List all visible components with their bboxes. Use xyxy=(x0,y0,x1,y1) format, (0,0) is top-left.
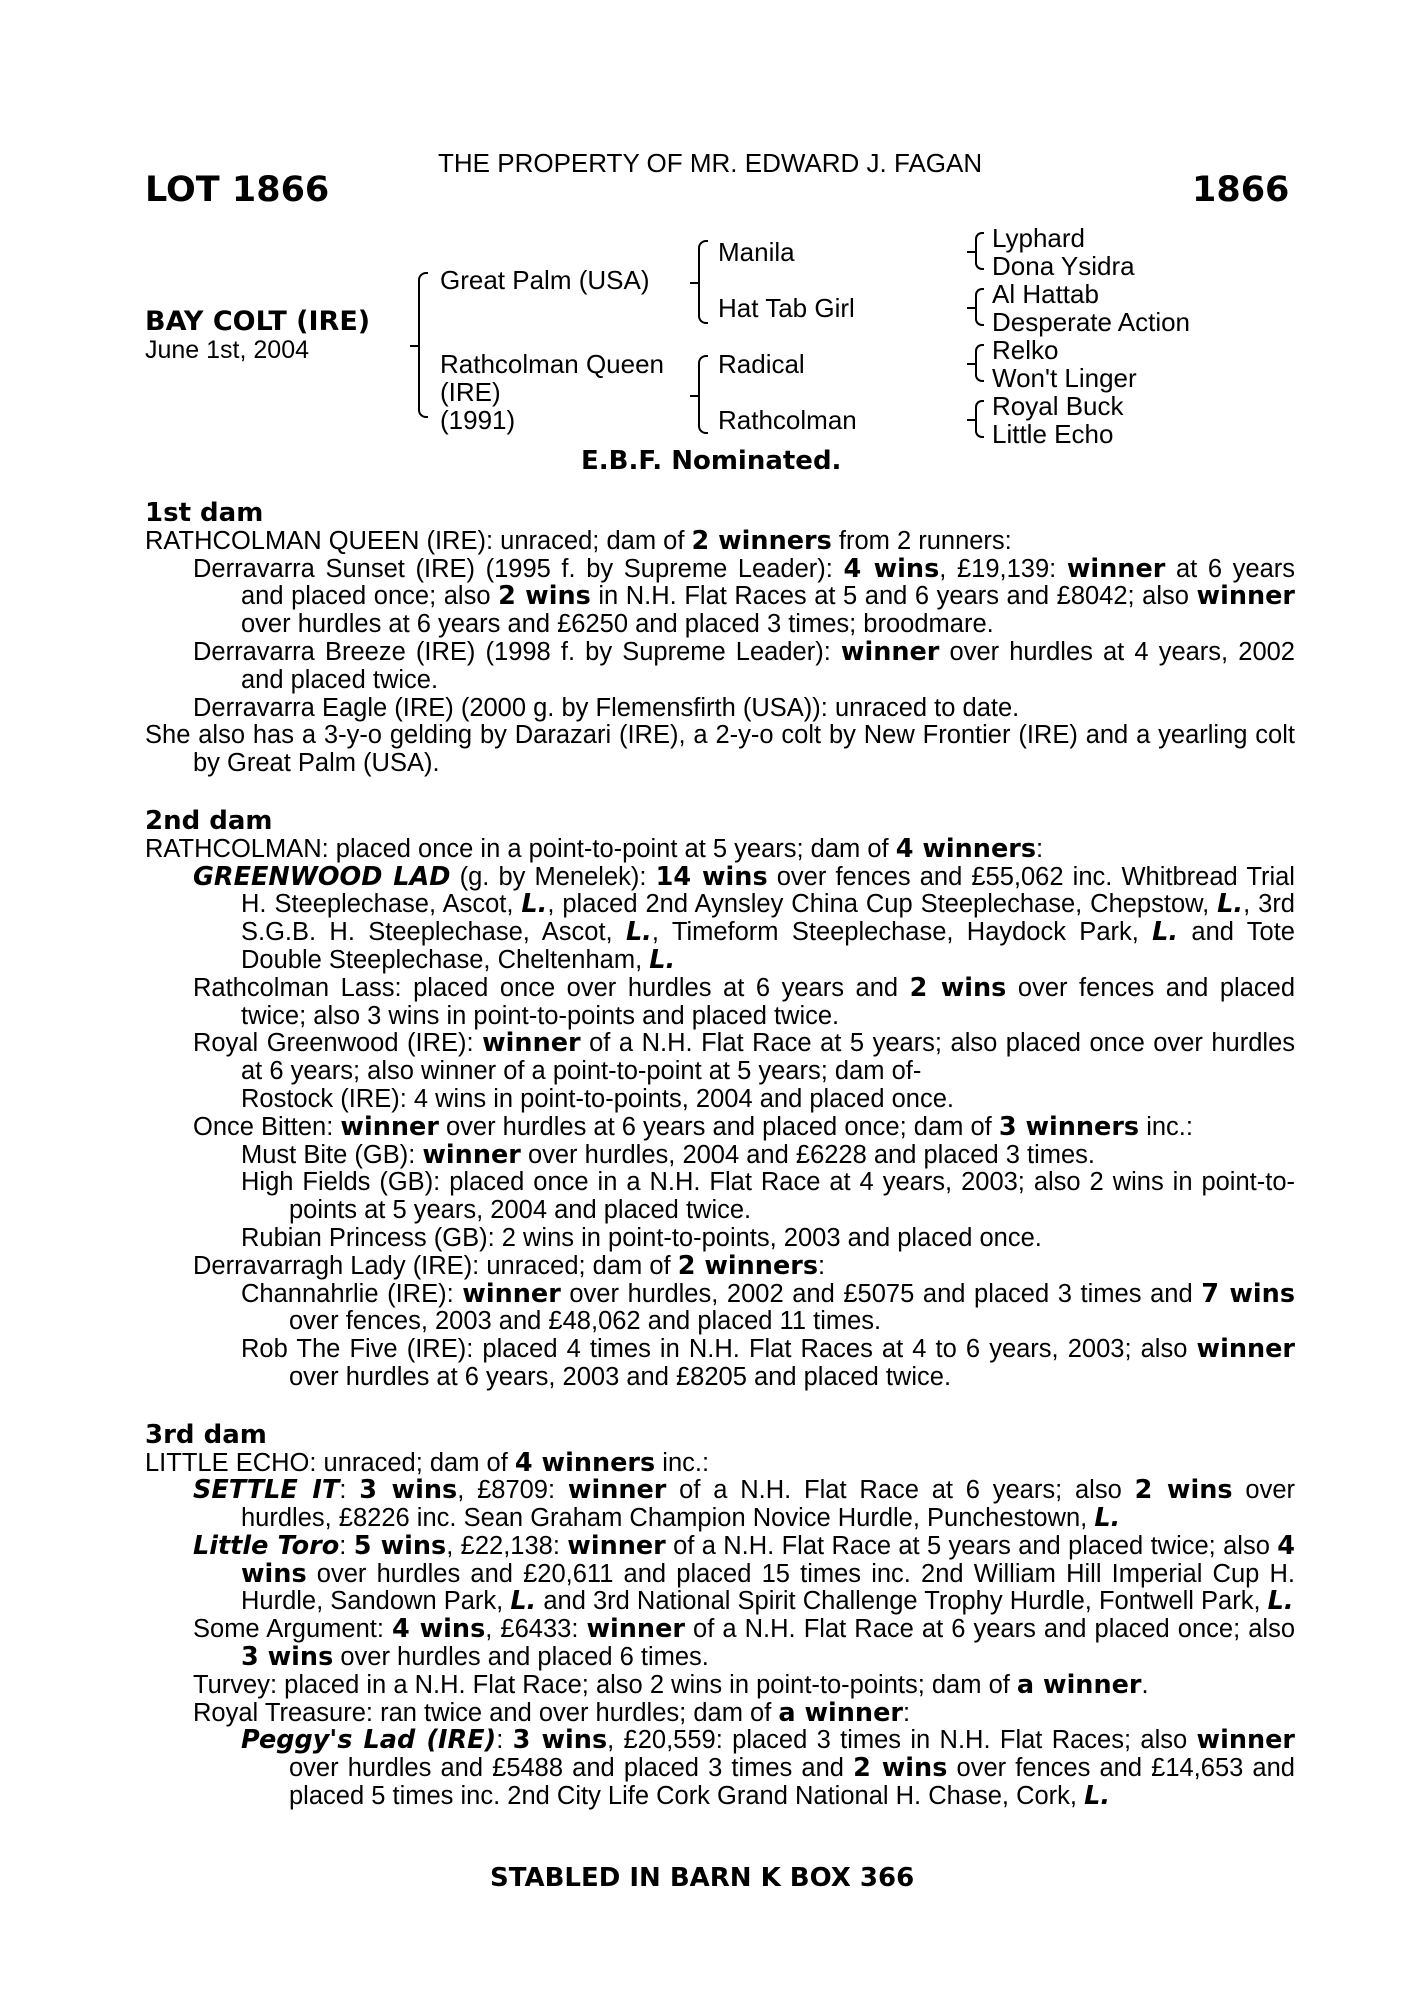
entry-text: over fences and £14,653 and placed 5 times inc. 2nd City Life Cork Grand National H. Chase, Cork, xyxy=(289,1754,1295,1811)
entry-emphasis: 3 winners xyxy=(998,1111,1140,1142)
pedigree-brace-g3-1 xyxy=(975,232,984,270)
entry-text: Derravarra Eagle (IRE) (2000 g. by Flemensfirth (USA)): unraced to date. xyxy=(193,693,1020,722)
entry-emphasis: L. xyxy=(521,889,548,920)
horse-dob: June 1st, 2004 xyxy=(145,336,310,364)
lot-label: LOT 1866 xyxy=(145,170,330,210)
pedigree-entry xyxy=(145,1111,1295,1142)
pedigree-gen3-desperate-action: Desperate Action xyxy=(992,307,1191,337)
second-dam-section xyxy=(145,833,1296,1392)
entry-text: over hurdles at 6 years and £6250 and placed 3 times; broodmare. xyxy=(241,610,994,639)
entry-text: over hurdles at 4 years, 2002 and placed twice. xyxy=(241,637,1295,694)
entry-text: over hurdles, 2002 and £5075 and placed 3 times and xyxy=(560,1279,1202,1308)
entry-emphasis: L. xyxy=(625,917,652,948)
entry-text: : xyxy=(1036,834,1044,863)
entry-emphasis: 4 winners xyxy=(895,833,1036,864)
ebf-nominated: E.B.F. Nominated. xyxy=(581,446,842,476)
entry-emphasis: winner xyxy=(1196,581,1295,612)
entry-text: of a N.H. Flat Race at 5 years and placed twice; also xyxy=(665,1531,1278,1560)
entry-text: over fences, 2003 and £48,062 and placed 11 times. xyxy=(289,1307,882,1336)
entry-text: , £19,139: xyxy=(939,554,1067,583)
entry-emphasis: 14 wins xyxy=(655,861,768,892)
entry-text: over hurdles and £5488 and placed 3 times and xyxy=(289,1754,854,1783)
pedigree-entry xyxy=(145,1477,1295,1533)
entry-text: , £8709: xyxy=(457,1476,568,1505)
entry-text: from 2 runners: xyxy=(831,526,1012,555)
pedigree-entry xyxy=(145,1086,1295,1114)
entry-emphasis: winner xyxy=(567,1530,666,1561)
second-dam-heading: 2nd dam xyxy=(145,805,273,836)
entry-text: Must Bite (GB): xyxy=(241,1140,423,1169)
entry-text: in N.H. Flat Races at 5 and 6 years and £8042; also xyxy=(590,582,1197,611)
entry-emphasis: 2 winners xyxy=(677,1250,818,1281)
entry-text: over fences and £55,062 inc. Whitbread Trial H. Steeplechase, Ascot, xyxy=(241,862,1295,919)
entry-text: : xyxy=(496,1726,513,1755)
entry-text: (g. by Menelek): xyxy=(450,862,656,891)
entry-emphasis: winner xyxy=(1066,553,1166,584)
dam-name: Rathcolman Queen xyxy=(440,349,665,379)
entry-emphasis: 2 wins xyxy=(909,972,1007,1003)
entry-text: Once Bitten: xyxy=(193,1112,341,1141)
entry-emphasis: L. xyxy=(1152,917,1179,948)
entry-text: , £20,559: placed 3 times in N.H. Flat Races; also xyxy=(607,1726,1197,1755)
entry-text: Derravarra Sunset (IRE) (1995 f. by Supreme Leader): xyxy=(193,554,844,583)
entry-text: inc.: xyxy=(655,1448,710,1477)
entry-emphasis: winner xyxy=(1196,1725,1295,1756)
entry-text: , £22,138: xyxy=(446,1531,568,1560)
pedigree-entry xyxy=(145,972,1295,1031)
entry-emphasis: 2 wins xyxy=(853,1753,948,1784)
sire-name: Great Palm (USA) xyxy=(440,265,650,295)
entry-emphasis: 2 wins xyxy=(498,581,591,612)
first-dam-section xyxy=(145,525,1296,778)
pedigree-entry xyxy=(145,525,1295,556)
entry-text: : xyxy=(902,1698,911,1727)
entry-emphasis: winner xyxy=(586,1614,685,1645)
entry-emphasis: winner xyxy=(1196,1334,1295,1365)
first-dam-heading: 1st dam xyxy=(145,498,264,528)
pedigree-brace-g3-4 xyxy=(975,400,984,438)
pedigree-gen2-manila: Manila xyxy=(718,237,795,267)
pedigree-entry xyxy=(145,1139,1295,1170)
pedigree-entry xyxy=(145,722,1295,778)
entry-text: RATHCOLMAN: placed once in a point-to-point at 5 years; dam of xyxy=(145,834,896,863)
entry-text: Turvey: placed in a N.H. Flat Race; also 2 wins in point-to-points; dam of xyxy=(193,1670,1017,1699)
property-owner: THE PROPERTY OF MR. EDWARD J. FAGAN xyxy=(438,148,983,178)
entry-text: of a N.H. Flat Race at 6 years; also xyxy=(666,1476,1135,1505)
dam-year: (1991) xyxy=(440,405,516,435)
pedigree-entry xyxy=(145,1669,1295,1700)
entry-text: Rostock (IRE): 4 wins in point-to-points, 2004 and placed once. xyxy=(241,1084,954,1113)
entry-text: Derravarragh Lady (IRE): unraced; dam of xyxy=(193,1251,678,1280)
entry-emphasis: L. xyxy=(1094,1503,1121,1534)
entry-emphasis: 2 winners xyxy=(691,525,832,556)
pedigree-entry xyxy=(145,1336,1295,1392)
pedigree-entry xyxy=(145,1225,1295,1253)
entry-emphasis: L. xyxy=(1084,1781,1111,1812)
entry-text: High Fields (GB): placed once in a N.H. Flat Race at 4 years, 2003; also 2 wins in point-to-points at 5 years, 2004 and placed twice. xyxy=(241,1168,1295,1225)
pedigree-gen2-radical: Radical xyxy=(718,349,805,379)
entry-emphasis: 2 wins xyxy=(1134,1475,1233,1506)
pedigree-entry xyxy=(145,1250,1295,1281)
entry-text: Rob The Five (IRE): placed 4 times in N.H. Flat Races at 4 to 6 years, 2003; also xyxy=(241,1335,1197,1364)
entry-emphasis: a winner xyxy=(1016,1669,1142,1700)
entry-emphasis: GREENWOOD LAD xyxy=(193,861,451,892)
entry-text: RATHCOLMAN QUEEN (IRE): unraced; dam of xyxy=(145,526,692,555)
pedigree-entry xyxy=(145,1530,1295,1617)
pedigree-brace-g3-3 xyxy=(975,344,984,382)
pedigree-entry xyxy=(145,695,1295,723)
pedigree-entry xyxy=(145,1169,1295,1225)
entry-emphasis: L. xyxy=(1267,1586,1294,1617)
entry-emphasis: 3 wins xyxy=(359,1475,458,1506)
entry-emphasis: 5 wins xyxy=(353,1530,447,1561)
third-dam-heading: 3rd dam xyxy=(145,1419,267,1450)
pedigree-gen3-little-echo: Little Echo xyxy=(992,419,1114,449)
entry-text: . xyxy=(1141,1670,1149,1699)
entry-emphasis: 7 wins xyxy=(1201,1278,1295,1309)
entry-emphasis: 3 wins xyxy=(512,1725,608,1756)
pedigree-brace-sire xyxy=(698,240,708,324)
entry-emphasis: winner xyxy=(422,1139,521,1170)
entry-text: : xyxy=(339,1531,354,1560)
pedigree-brace-dam xyxy=(698,355,708,434)
entry-text: over hurdles at 6 years, 2003 and £8205 and placed twice. xyxy=(289,1362,952,1391)
pedigree-entry xyxy=(145,1447,1295,1478)
entry-text: : xyxy=(818,1251,826,1280)
entry-text: She also has a 3-y-o gelding by Darazari (IRE), a 2-y-o colt by New Frontier (IRE) and a yearling colt by Great Palm (USA). xyxy=(145,721,1295,778)
entry-emphasis: a winner xyxy=(778,1697,903,1728)
entry-text: Derravarra Breeze (IRE) (1998 f. by Supreme Leader): xyxy=(193,637,841,666)
pedigree-entry xyxy=(145,1616,1295,1672)
entry-emphasis: L. xyxy=(510,1586,537,1617)
entry-emphasis: winner xyxy=(567,1475,667,1506)
entry-emphasis: SETTLE IT xyxy=(193,1475,340,1506)
stabled-info: STABLED IN BARN K BOX 366 xyxy=(490,1863,915,1893)
dam-country: (IRE) xyxy=(440,377,501,407)
entry-emphasis: 3 wins xyxy=(241,1642,334,1673)
entry-emphasis: 4 wins xyxy=(843,553,940,584)
entry-text: inc.: xyxy=(1139,1112,1193,1141)
entry-text: over hurdles and £20,611 and placed 15 times inc. 2nd William Hill Imperial Cup H. Hurdle, Sandown Park, xyxy=(241,1559,1295,1616)
entry-text: over hurdles, £8226 inc. Sean Graham Champion Novice Hurdle, Punchestown, xyxy=(241,1476,1295,1533)
entry-text: LITTLE ECHO: unraced; dam of xyxy=(145,1448,515,1477)
entry-text: , placed 2nd Aynsley China Cup Steeplechase, Chepstow, xyxy=(547,890,1218,919)
entry-text: and 3rd National Spirit Challenge Trophy Hurdle, Fontwell Park, xyxy=(536,1587,1268,1616)
entry-text: : xyxy=(339,1476,360,1505)
entry-text: over fences and placed twice; also 3 wins in point-to-points and placed twice. xyxy=(241,973,1295,1030)
entry-text: and Tote Double Steeplechase, Cheltenham, xyxy=(241,918,1295,974)
entry-text: , 3rd S.G.B. H. Steeplechase, Ascot, xyxy=(241,890,1295,947)
lot-number: 1866 xyxy=(1192,170,1290,210)
pedigree-entry xyxy=(145,1030,1295,1086)
pedigree-gen3-relko: Relko xyxy=(992,335,1059,365)
entry-emphasis: 4 wins xyxy=(241,1530,1295,1589)
pedigree-gen2-rathcolman: Rathcolman xyxy=(718,405,857,435)
pedigree-entry xyxy=(145,1278,1295,1337)
pedigree-entry xyxy=(145,861,1295,975)
entry-text: Royal Treasure: ran twice and over hurdles; dam of xyxy=(193,1698,779,1727)
entry-emphasis: Peggy's Lad (IRE) xyxy=(241,1725,497,1756)
third-dam-section xyxy=(145,1447,1296,1812)
entry-text: Rathcolman Lass: placed once over hurdles at 6 years and xyxy=(193,973,910,1002)
entry-text: Royal Greenwood (IRE): xyxy=(193,1029,483,1058)
entry-emphasis: 4 wins xyxy=(392,1614,486,1645)
pedigree-gen3-lyphard: Lyphard xyxy=(992,223,1085,253)
entry-text: Some Argument: xyxy=(193,1615,392,1644)
entry-emphasis: Little Toro xyxy=(193,1530,340,1561)
entry-emphasis: L. xyxy=(649,944,676,975)
pedigree-gen2-hat-tab-girl: Hat Tab Girl xyxy=(718,293,855,323)
pedigree-brace-main xyxy=(418,272,428,418)
entry-text: over hurdles, 2004 and £6228 and placed 3 times. xyxy=(520,1140,1096,1169)
entry-text: Rubian Princess (GB): 2 wins in point-to-points, 2003 and placed once. xyxy=(241,1223,1042,1252)
pedigree-gen3-dona-ysidra: Dona Ysidra xyxy=(992,251,1135,281)
entry-emphasis: winner xyxy=(462,1278,561,1309)
entry-text: , £6433: xyxy=(485,1615,587,1644)
entry-text: of a N.H. Flat Race at 6 years and placed once; also xyxy=(684,1615,1296,1644)
pedigree-gen3-royal-buck: Royal Buck xyxy=(992,391,1124,421)
pedigree-entry xyxy=(145,636,1295,695)
pedigree-brace-g3-2 xyxy=(975,288,984,326)
entry-text: of a N.H. Flat Race at 5 years; also placed once over hurdles at 6 years; also winner of a point-to-point at 5 years; dam of- xyxy=(241,1029,1296,1086)
entry-emphasis: winner xyxy=(482,1028,581,1059)
entry-text: over hurdles and placed 6 times. xyxy=(333,1643,709,1672)
pedigree-entry xyxy=(145,1697,1295,1728)
entry-text: over hurdles at 6 years and placed once; dam of xyxy=(438,1112,999,1141)
entry-emphasis: winner xyxy=(340,1111,439,1142)
entry-emphasis: winner xyxy=(840,636,940,667)
entry-text: , Timeform Steeplechase, Haydock Park, xyxy=(651,918,1153,947)
family-details xyxy=(145,500,1295,1811)
pedigree-entry xyxy=(145,553,1296,639)
pedigree-entry xyxy=(145,833,1295,864)
entry-emphasis: L. xyxy=(1217,889,1244,920)
entry-emphasis: 4 winners xyxy=(514,1447,656,1478)
entry-text: at 6 years and placed once; also xyxy=(241,554,1296,611)
horse-title: BAY COLT (IRE) xyxy=(145,306,371,337)
pedigree-entry xyxy=(145,1727,1295,1810)
pedigree-gen3-al-hattab: Al Hattab xyxy=(992,279,1099,309)
entry-text: Channahrlie (IRE): xyxy=(241,1279,463,1308)
pedigree-gen3-wont-linger: Won't Linger xyxy=(992,363,1137,393)
